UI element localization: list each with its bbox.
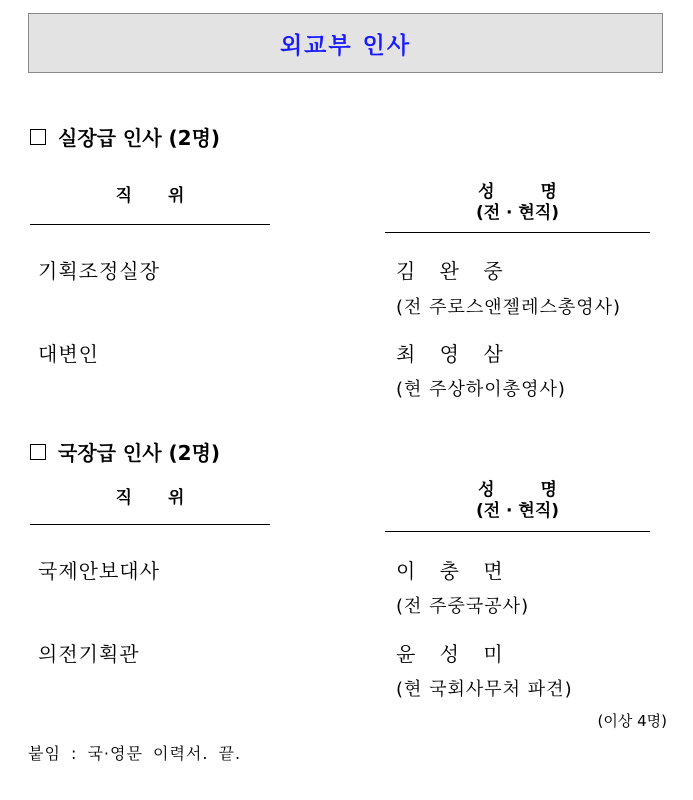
section-heading-text: 실장급 인사 (2명) bbox=[58, 126, 221, 150]
position-label: 국제안보대사 bbox=[38, 559, 160, 583]
person-affiliation: (현 국회사무처 파견) bbox=[396, 679, 573, 700]
person-affiliation: (전 주로스앤젤레스총영사) bbox=[396, 297, 622, 318]
position-label: 기획조정실장 bbox=[38, 259, 160, 283]
position-label: 의전기획관 bbox=[38, 642, 140, 666]
header-underline bbox=[385, 232, 650, 233]
attachment-note: 붙임 : 국·영문 이력서. 끝. bbox=[28, 744, 242, 763]
page-title: 외교부 인사 bbox=[279, 32, 412, 59]
section-heading-2 bbox=[30, 437, 220, 466]
position-label: 대변인 bbox=[38, 342, 99, 366]
section-heading-1 bbox=[30, 122, 220, 151]
column-header-position: 직 위 bbox=[115, 186, 185, 206]
person-affiliation: (현 주상하이총영사) bbox=[396, 379, 566, 400]
section-heading-text: 국장급 인사 (2명) bbox=[58, 441, 221, 465]
person-name: 김 완 중 bbox=[396, 259, 512, 283]
column-header-name-sub: (전 · 현직) bbox=[475, 203, 560, 223]
column-header-name-text: 성 명 bbox=[478, 182, 557, 202]
header-underline bbox=[30, 224, 270, 225]
header-underline bbox=[385, 531, 650, 532]
total-count: (이상 4명) bbox=[597, 712, 667, 730]
header-underline bbox=[30, 524, 270, 525]
person-affiliation: (전 주중국공사) bbox=[396, 596, 530, 617]
title-box bbox=[28, 13, 663, 73]
column-header-name-sub: (전 · 현직) bbox=[475, 501, 560, 521]
person-name: 윤 성 미 bbox=[396, 642, 512, 666]
person-name: 이 충 면 bbox=[396, 559, 512, 583]
person-name: 최 영 삼 bbox=[396, 342, 512, 366]
column-header-name bbox=[385, 182, 650, 224]
checkbox-icon bbox=[30, 444, 46, 460]
column-header-name bbox=[385, 480, 650, 522]
column-header-name-text: 성 명 bbox=[478, 480, 557, 500]
column-header-position: 직 위 bbox=[115, 488, 185, 508]
checkbox-icon bbox=[30, 129, 46, 145]
